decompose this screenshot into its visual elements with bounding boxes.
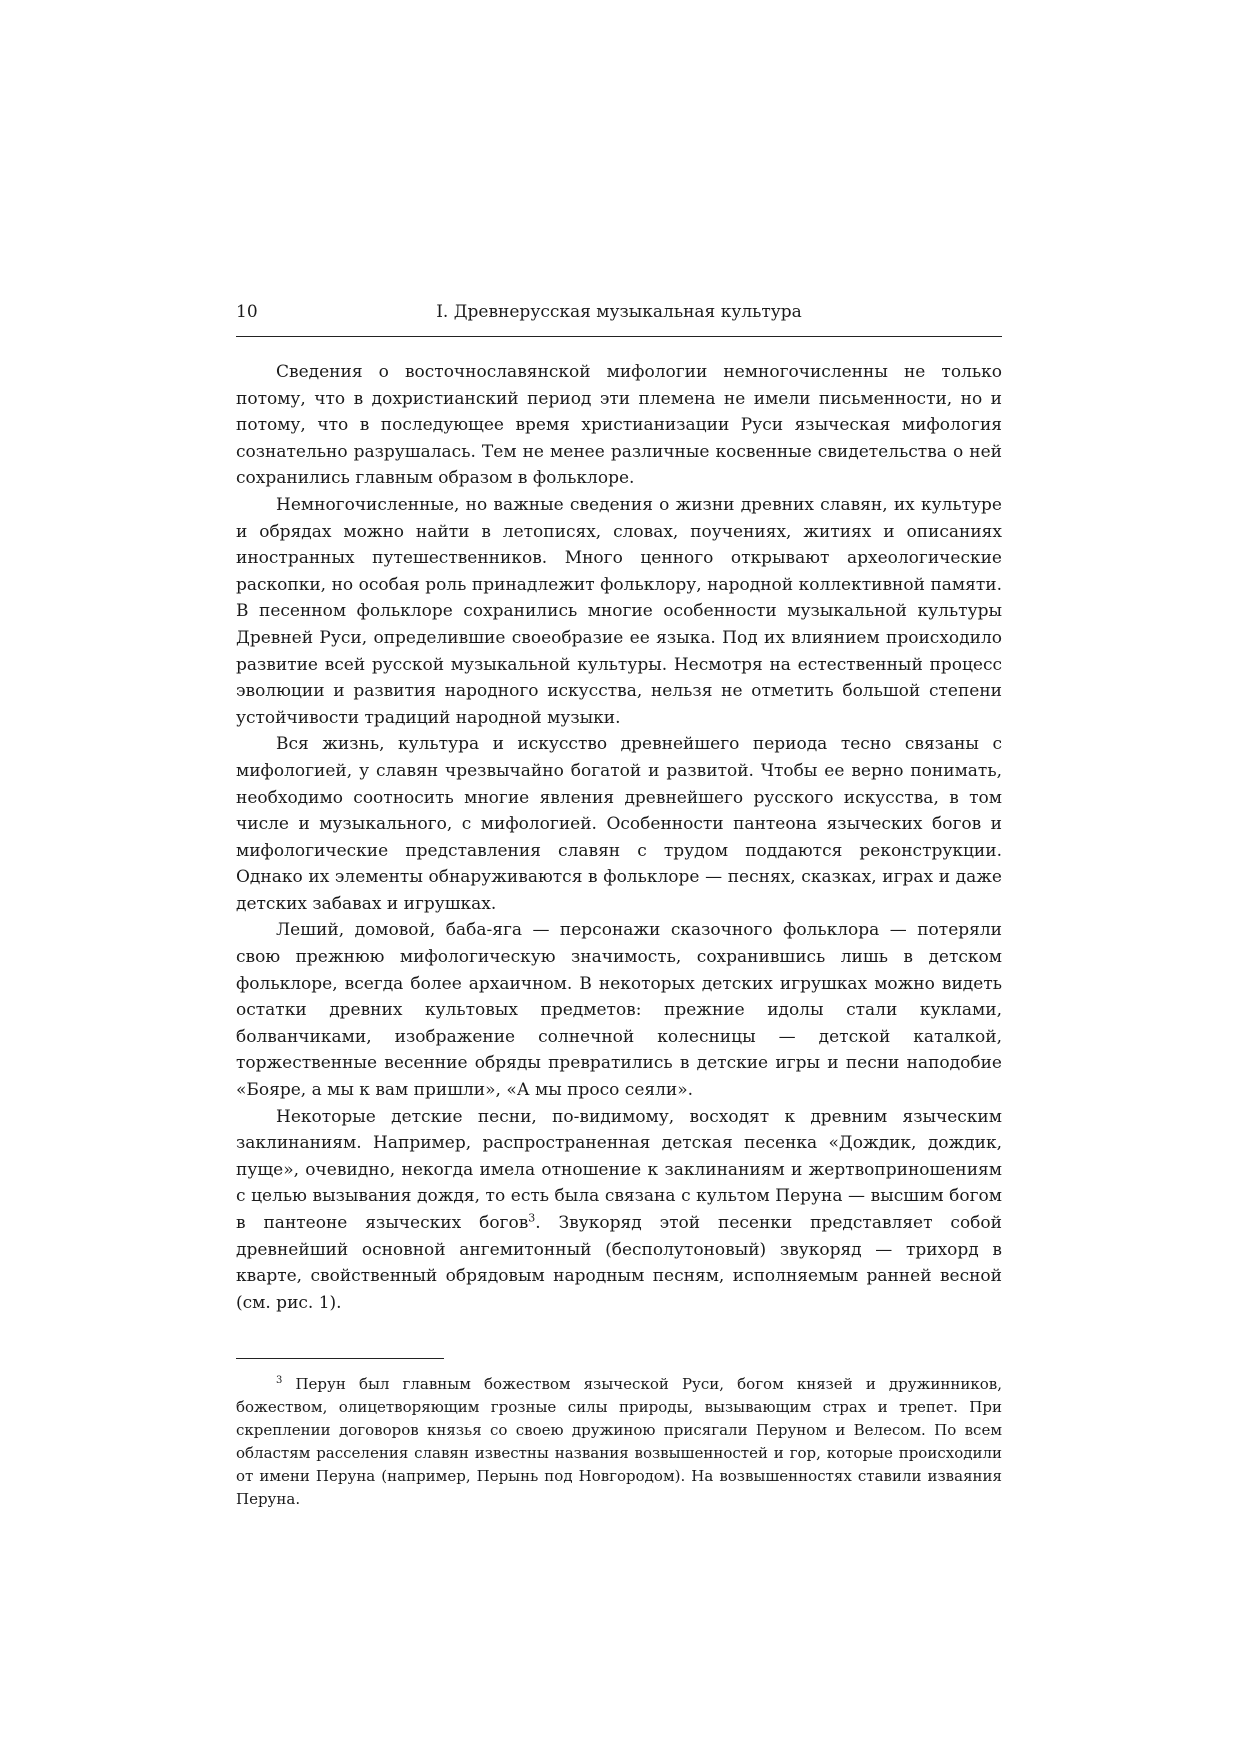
footnote-text: Перун был главным божеством языческой Руси, богом князей и дружинников, божеством, олицетворяющим грозные силы природы, вызывающим страх и трепет. При скреплении договоров князья со своею дружиною присягали Перуном и Велесом. По всем областям расселения славян известны названия возвышенностей и гор, которые происходили от имени Перуна (например, Перынь под Новгородом). На возвышенностях ставили изваяния Перуна. bbox=[236, 1375, 1002, 1509]
paragraph-5 bbox=[236, 1104, 1002, 1317]
paragraph-1: Сведения о восточнославянской мифологии немногочисленны не только потому, что в дохристианский период эти племена не имели письменности, но и потому, что в последующее время христианизации Руси языческая мифология сознательно разрушалась. Тем не менее различные косвенные свидетельства о ней сохранились главным образом в фольклоре. bbox=[236, 362, 1002, 489]
footnote bbox=[236, 1373, 1002, 1511]
paragraph-5-text-a: Некоторые детские песни, по-видимому, восходят к древним языческим заклинаниям. Например, распространенная детская песенка «Дождик, дождик, пуще», очевидно, некогда имела отношение к заклинаниям и жертвоприношениям с целью вызывания дождя, то есть была связана с культом Перуна — высшим богом в пантеоне языческих богов bbox=[236, 1106, 1002, 1233]
body-text bbox=[236, 359, 1002, 1316]
paragraph-3: Вся жизнь, культура и искусство древнейшего периода тесно связаны с мифологией, у славян чрезвычайно богатой и развитой. Чтобы ее верно понимать, необходимо соотносить многие явления древнейшего русского искусства, в том числе и музыкального, с мифологией. Особенности пантеона языческих богов и мифологические представления славян с трудом поддаются реконструкции. Однако их элементы обнаруживаются в фольклоре — песнях, сказках, играх и даже детских забавах и игрушках. bbox=[236, 734, 1002, 914]
footnote-divider bbox=[236, 1358, 444, 1359]
paragraph-4: Леший, домовой, баба-яга — персонажи сказочного фольклора — потеряли свою прежнюю мифологическую значимость, сохранившись лишь в детском фольклоре, всегда более архаичном. В некоторых детских игрушках можно видеть остатки древних культовых предметов: прежние идолы стали куклами, болванчиками, изображение солнечной колесницы — детской каталкой, торжественные весенние обряды превратились в детские игры и песни наподобие «Бояре, а мы к вам пришли», «А мы просо сеяли». bbox=[236, 920, 1002, 1101]
paragraph-2: Немногочисленные, но важные сведения о жизни древних славян, их культуре и обрядах можно найти в летописях, словах, поучениях, житиях и описаниях иностранных путешественников. Много ценного открывают археологические раскопки, но особая роль принадлежит фольклору, народной коллективной памяти. В песенном фольклоре сохранились многие особенности музыкальной культуры Древней Руси, определившие своеобразие ее языка. Под их влиянием происходило развитие всей русской музыкальной культуры. Несмотря на естественный процесс эволюции и развития народного искусства, нельзя не отметить большой степени устойчивости традиций народной музыки. bbox=[236, 494, 1002, 728]
footnote-number: 3 bbox=[276, 1375, 283, 1387]
book-page bbox=[236, 296, 1002, 1511]
footnote-reference[interactable]: 3 bbox=[528, 1211, 536, 1225]
paragraph-5-text-b: . Звукоряд этой песенки представляет собой древнейший основной ангемитонный (бесполутоновый) звукоряд — трихорд в кварте, свойственный обрядовым народным песням, исполняемым ранней весной (см. рис. 1). bbox=[236, 1213, 1002, 1313]
running-head bbox=[236, 296, 1002, 337]
page-number: 10 bbox=[236, 302, 258, 322]
chapter-title: I. Древнерусская музыкальная культура bbox=[436, 302, 802, 322]
